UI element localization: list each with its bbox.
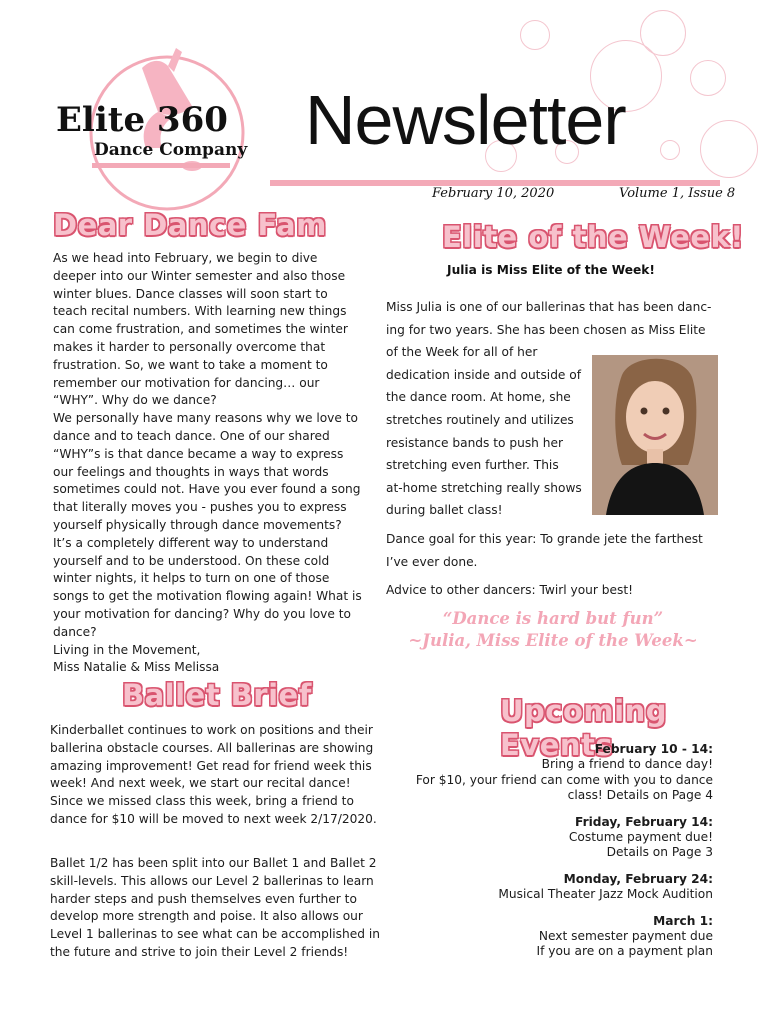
event-date: Monday, February 24:: [563, 871, 713, 886]
logo-title: Elite 360: [56, 100, 228, 140]
event-item: [400, 872, 713, 903]
elite-line: the dance room. At home, she: [386, 390, 571, 405]
issue-date: February 10, 2020: [432, 186, 555, 201]
event-item: [400, 914, 713, 960]
elite-line: resistance bands to push her: [386, 435, 564, 450]
events-list: [400, 742, 713, 971]
ballet-paragraph: Kinderballet continues to work on positions and their ballerina obstacle courses. All ballerinas are showing amazing improvement! Get read for friend week this week! And next week, we start our recital dance! Since we missed class this week, bring a friend to dance for $10 will be moved to next week 2/17/2020.: [50, 723, 377, 826]
event-detail: If you are on a payment plan: [536, 944, 713, 959]
decorative-bubble: [660, 140, 680, 160]
elite-heading: Elite of the Week!: [442, 220, 745, 254]
elite-subheading: Julia is Miss Elite of the Week!: [447, 263, 655, 277]
logo-underline: [92, 163, 230, 168]
event-detail: Costume payment due!: [568, 830, 713, 845]
decorative-bubble: [640, 10, 686, 56]
elite-line: of the Week for all of her: [386, 345, 538, 360]
issue-volume: Volume 1, Issue 8: [619, 186, 736, 201]
event-detail: Musical Theater Jazz Mock Audition: [498, 887, 713, 902]
logo-subtitle: Dance Company: [94, 140, 248, 160]
event-item: [400, 742, 713, 804]
dear-paragraph: As we head into February, we begin to dive deeper into our Winter semester and also those winter blues. Dance classes will soon start to teach recital numbers. With learning new things can come frustration, and sometimes the winter makes it harder to personally overcome that frustration. So, we want to take a moment to remember our motivation for dancing… our “WHY”. Why do we dance?: [53, 251, 348, 408]
event-date: Friday, February 14:: [575, 814, 713, 829]
girl-portrait-icon: [592, 355, 718, 515]
dear-letter: [53, 250, 363, 677]
ballet-heading: Ballet Brief: [122, 678, 312, 712]
event-date: March 1:: [653, 913, 713, 928]
decorative-bubble: [690, 60, 726, 96]
event-detail: Bring a friend to dance day!: [541, 757, 713, 772]
event-item: [400, 815, 713, 861]
event-date: February 10 - 14:: [594, 742, 713, 756]
event-detail: Next semester payment due: [538, 929, 713, 944]
elite-advice: Advice to other dancers: Twirl your best!: [386, 583, 634, 598]
event-detail: Details on Page 3: [606, 845, 713, 860]
elite-line: Miss Julia is one of our ballerinas that has been danc-: [386, 300, 712, 314]
dancer-photo: [592, 355, 718, 515]
elite-line: stretches routinely and utilizes: [386, 412, 574, 427]
elite-line: at-home stretching really shows: [386, 480, 582, 495]
dear-signoff: Living in the Movement,: [53, 642, 201, 657]
elite-line: ing for two years. She has been chosen as Miss Elite: [386, 322, 706, 337]
quote-attribution: ~Julia, Miss Elite of the Week~: [408, 631, 698, 650]
quote-text: “Dance is hard but fun”: [442, 609, 664, 628]
decorative-bubble: [520, 20, 550, 50]
dear-heading: Dear Dance Fam: [53, 208, 327, 242]
elite-line: during ballet class!: [386, 503, 503, 518]
elite-goal: Dance goal for this year: To grande jete the farthest I’ve ever done.: [386, 531, 703, 569]
events-heading: Upcoming Events: [500, 694, 667, 762]
elite-line: stretching even further. This: [386, 458, 559, 473]
ballet-paragraph: Ballet 1/2 has been split into our Ballet 1 and Ballet 2 skill-levels. This allows our Level 2 ballerinas to learn harder steps and push themselves even further to develop more strength and poise. It also allows our Level 1 ballerinas to see what can be accomplished in the future and strive to join their Level 2 friends!: [50, 856, 380, 959]
decorative-bubble: [700, 120, 758, 178]
dear-signature: Miss Natalie & Miss Melissa: [53, 660, 220, 675]
elite-quote: [386, 608, 720, 652]
dear-paragraph: We personally have many reasons why we love to dance and to teach dance. One of our shared “WHY”s is that dance became a way to express our feelings and thoughts in ways that words sometimes could not. Have you ever found a song that literally moves you - pushes you to express yourself physically through dance movements? It’s a completely different way to understand yourself and to be understood. On these cold winter nights, it helps to turn on one of those songs to get the motivation flowing again! What is your motivation for dancing? Why do you love to dance?: [53, 411, 362, 639]
event-detail: For $10, your friend can come with you to dance class! Details on Page 4: [415, 772, 713, 803]
company-logo: [42, 48, 270, 212]
elite-line: dedication inside and outside of: [386, 367, 582, 382]
newsletter-title: Newsletter: [305, 81, 626, 159]
